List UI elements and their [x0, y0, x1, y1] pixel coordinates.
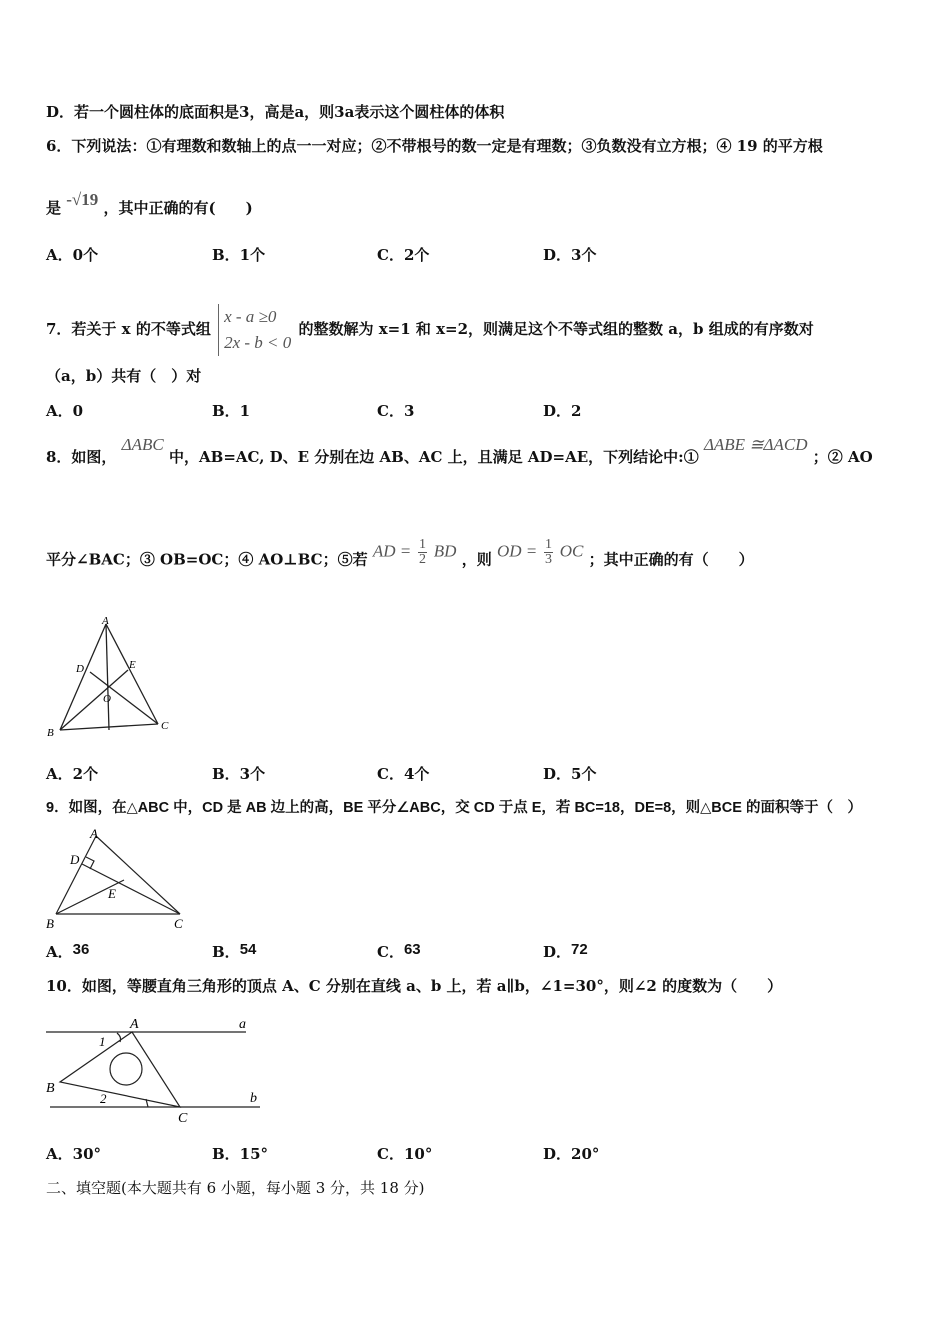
q8-label-a: A: [102, 615, 109, 627]
q8-eq2-num: 1: [545, 537, 552, 552]
q8-figure: [40, 612, 180, 742]
q9-option-a: [46, 942, 89, 963]
q9-label-b: B: [46, 916, 54, 931]
q6-option-b: B．1个: [212, 246, 266, 264]
q10-option-a: A．30°: [46, 1145, 102, 1163]
q9-label-c: C: [174, 916, 183, 931]
q8-label-c: C: [161, 720, 169, 732]
q8-mid: 中，AB=AC, D、E 分别在边 AB、AC 上，且满足 AD=AE，下列结论中:①: [169, 448, 699, 466]
q10-label-b: B: [46, 1081, 55, 1096]
q10-label-line-b: b: [250, 1091, 257, 1106]
q10-option-d: D．20°: [543, 1145, 600, 1163]
q7-stem-line2: （a，b）共有（ ）对: [46, 367, 202, 385]
q9-option-d-letter: D．: [543, 943, 572, 961]
q7-pre: 7．若关于 x 的不等式组: [46, 320, 211, 338]
q8-eq2-left: OD =: [496, 541, 538, 561]
q8-label-o: O: [103, 693, 111, 705]
q7-inequality-system: [218, 304, 291, 356]
q8-pre: 8．如图，: [46, 448, 117, 466]
q8-option-a: A．2个: [46, 765, 99, 783]
q7-post: 的整数解为 x=1 和 x=2，则满足这个不等式组的整数 a，b 组成的有序数对: [298, 320, 814, 338]
q10-stem: 10．如图，等腰直角三角形的顶点 A、C 分别在直线 a、b 上，若 a∥b，∠1=30°，则∠2 的度数为（ ）: [46, 977, 783, 995]
q8-option-d: D．5个: [543, 765, 597, 783]
q8-option-c: C．4个: [377, 765, 430, 783]
q8-eq2-right: OC: [559, 541, 584, 561]
q9-option-c-value: 63: [403, 941, 421, 958]
q6-option-d: D．3个: [543, 246, 597, 264]
q8-post: ；② AO: [812, 448, 873, 466]
q8-label-d: D: [76, 663, 84, 675]
q6-stem-line2: [46, 190, 253, 218]
q10-label-angle1: 1: [99, 1034, 106, 1049]
q10-label-angle2: 2: [100, 1091, 107, 1106]
q6-line2-pre: 是: [46, 199, 62, 217]
q10-figure: [40, 1010, 270, 1130]
q6-sqrt19: -√19: [66, 190, 99, 209]
q6-line2-post: ，其中正确的有( ): [103, 199, 253, 217]
q6-option-c: C．2个: [377, 246, 430, 264]
q8-triangle-abc: ΔABC: [121, 435, 164, 454]
q8-label-b: B: [47, 727, 54, 739]
q7-option-a: A．0: [46, 402, 84, 420]
q9-label-e: E: [108, 886, 116, 901]
q9-option-b: [212, 942, 256, 963]
q8-option-b: B．3个: [212, 765, 266, 783]
q10-label-c: C: [178, 1111, 188, 1126]
q8-eq1-num: 1: [419, 537, 426, 552]
q8-label-e: E: [129, 659, 136, 671]
q7-option-d: D．2: [543, 402, 582, 420]
q8-stem-line2: [46, 537, 754, 575]
q9-option-b-value: 54: [239, 941, 257, 958]
q10-option-c: C．10°: [377, 1145, 433, 1163]
q8-eq2-fraction: [544, 538, 553, 567]
q8-line2-c: ；其中正确的有（ ）: [588, 550, 754, 569]
q6-option-a: A．0个: [46, 246, 99, 264]
q8-eq1-left: AD =: [372, 541, 412, 561]
q7-option-b: B．1: [212, 402, 251, 420]
q8-stem-line1: [46, 435, 873, 467]
q10-label-line-a: a: [239, 1017, 246, 1032]
q9-option-c-letter: C．: [377, 943, 404, 961]
q5-option-d: D．若一个圆柱体的底面积是3，高是a，则3a表示这个圆柱体的体积: [46, 103, 505, 121]
q8-eq1-fraction: [418, 538, 427, 567]
q7-ineq1: x - a ≥0: [224, 307, 277, 326]
q8-eq1-right: BD: [433, 541, 457, 561]
q9-label-a: A: [90, 826, 98, 841]
q7-option-c: C．3: [377, 402, 415, 420]
q10-option-b: B．15°: [212, 1145, 269, 1163]
q6-stem-line1: 6．下列说法：①有理数和数轴上的点一一对应；②不带根号的数一定是有理数；③负数没有立方根；④ 19 的平方根: [46, 137, 823, 155]
q9-label-d: D: [70, 852, 80, 867]
q9-option-a-letter: A．: [46, 943, 73, 961]
q8-line2-b: ，则: [461, 550, 492, 569]
q10-label-a: A: [130, 1017, 139, 1032]
q7-stem: [46, 304, 814, 356]
q8-congruence: ΔABE ≅ΔACD: [703, 435, 808, 454]
q9-option-c: [377, 942, 421, 963]
q8-eq2-den: 3: [545, 552, 552, 567]
q9-option-d-value: 72: [571, 941, 588, 958]
q8-line2-a: 平分∠BAC；③ OB=OC；④ AO⊥BC；⑤若: [46, 550, 368, 569]
q9-option-d: [543, 942, 588, 963]
q9-option-a-value: 36: [72, 941, 90, 958]
q9-option-b-letter: B．: [212, 943, 240, 961]
section-2-heading: 二、填空题(本大题共有 6 小题，每小题 3 分，共 18 分): [46, 1179, 425, 1197]
q7-ineq2: 2x - b < 0: [224, 333, 292, 352]
q8-equation-ad: [373, 538, 457, 567]
q9-stem: 9．如图，在△ABC 中，CD 是 AB 边上的高，BE 平分∠ABC，交 CD 于点 E，若 BC=18，DE=8，则△BCE 的面积等于（ ）: [46, 800, 862, 816]
q9-figure: [42, 826, 192, 934]
q8-eq1-den: 2: [419, 552, 426, 567]
q8-equation-od: [497, 538, 583, 567]
